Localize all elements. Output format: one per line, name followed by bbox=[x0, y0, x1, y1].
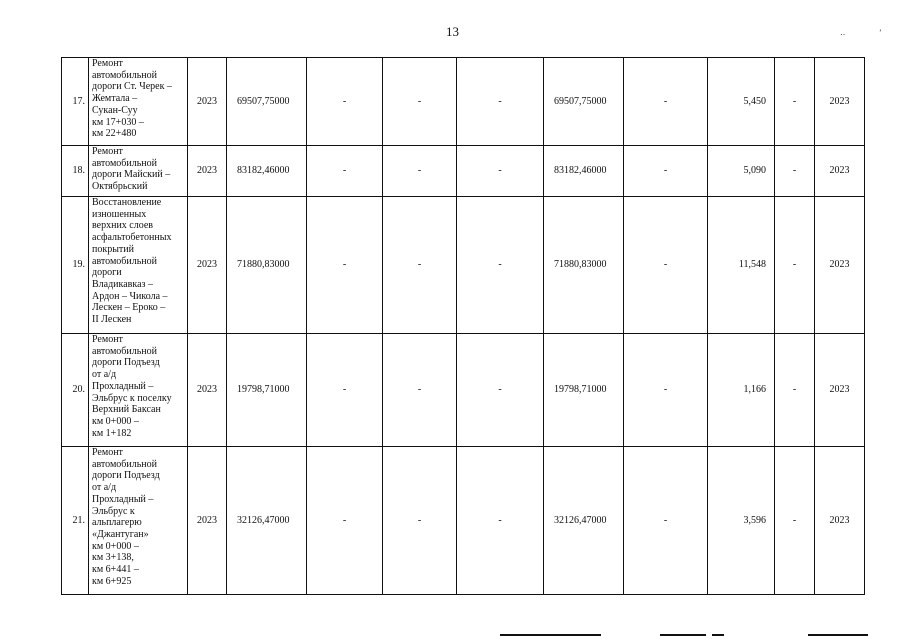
object-name-line: асфальтобетонных bbox=[92, 232, 172, 244]
total-cost-cell: 32126,47000 bbox=[227, 447, 307, 595]
object-name-line: Ардон – Чикола – bbox=[92, 290, 168, 302]
object-name-line: Прохладный – bbox=[92, 380, 154, 392]
empty-cell: - bbox=[307, 197, 383, 334]
empty-cell: - bbox=[775, 146, 815, 197]
row-number: 18. bbox=[62, 146, 89, 197]
object-name-line: Ремонт bbox=[92, 334, 123, 345]
empty-cell: - bbox=[307, 447, 383, 595]
empty-cell: - bbox=[775, 447, 815, 595]
object-name bbox=[89, 447, 188, 595]
end-year-cell: 2023 bbox=[815, 447, 865, 595]
end-year-cell: 2023 bbox=[815, 58, 865, 146]
empty-cell: - bbox=[624, 197, 708, 334]
length-cell: 3,596 bbox=[708, 447, 775, 595]
signature-line bbox=[808, 634, 868, 636]
object-name-line: Сукан-Суу bbox=[92, 104, 138, 116]
object-name-line: Ремонт bbox=[92, 447, 123, 458]
table-row bbox=[62, 447, 865, 595]
page-number: 13 bbox=[446, 24, 459, 39]
object-name-line: Эльбрус к поселку bbox=[92, 392, 172, 404]
empty-cell: - bbox=[457, 447, 544, 595]
object-name-line: км 0+000 – bbox=[92, 540, 139, 552]
object-name-line: автомобильной bbox=[92, 255, 157, 267]
empty-cell: - bbox=[457, 58, 544, 146]
scan-mark: ‥ bbox=[840, 28, 846, 37]
empty-cell: - bbox=[383, 146, 457, 197]
empty-cell: - bbox=[457, 197, 544, 334]
length-cell: 1,166 bbox=[708, 334, 775, 447]
empty-cell: - bbox=[624, 58, 708, 146]
object-name-line: покрытий bbox=[92, 243, 135, 255]
empty-cell: - bbox=[775, 58, 815, 146]
length-cell: 11,548 bbox=[708, 197, 775, 334]
object-name-line: Владикавказ – bbox=[92, 278, 154, 290]
length-cell: 5,450 bbox=[708, 58, 775, 146]
signature-line bbox=[500, 634, 601, 636]
object-name-line: Восстановление bbox=[92, 197, 162, 208]
object-name-line: Верхний Баксан bbox=[92, 404, 161, 416]
object-name-line: км 0+000 – bbox=[92, 415, 139, 427]
object-name bbox=[89, 146, 188, 197]
total-cost-cell: 71880,83000 bbox=[227, 197, 307, 334]
object-name-line: Прохладный – bbox=[92, 493, 154, 505]
empty-cell: - bbox=[624, 334, 708, 447]
object-name-line: км 22+480 bbox=[92, 128, 137, 140]
amount-cell: 32126,47000 bbox=[544, 447, 624, 595]
object-name-line: км 3+138, bbox=[92, 552, 134, 564]
object-name-line: км 6+925 bbox=[92, 575, 132, 587]
object-name bbox=[89, 197, 188, 334]
row-number: 17. bbox=[62, 58, 89, 146]
object-name-line: дороги Подъезд bbox=[92, 470, 160, 482]
empty-cell: - bbox=[624, 146, 708, 197]
end-year-cell: 2023 bbox=[815, 197, 865, 334]
object-name-line: от а/д bbox=[92, 369, 117, 381]
object-name-line: «Джантуган» bbox=[92, 528, 149, 540]
signature-line bbox=[660, 634, 706, 636]
empty-cell: - bbox=[383, 334, 457, 447]
empty-cell: - bbox=[383, 58, 457, 146]
object-name-line: дороги bbox=[92, 267, 122, 279]
empty-cell: - bbox=[624, 447, 708, 595]
amount-cell: 71880,83000 bbox=[544, 197, 624, 334]
row-number: 19. bbox=[62, 197, 89, 334]
object-name-line: Жемтала – bbox=[92, 93, 138, 105]
row-number: 20. bbox=[62, 334, 89, 447]
table-row bbox=[62, 58, 865, 146]
start-year-cell: 2023 bbox=[188, 197, 227, 334]
object-name-line: дороги Майский – bbox=[92, 169, 171, 181]
amount-cell: 19798,71000 bbox=[544, 334, 624, 447]
object-name bbox=[89, 334, 188, 447]
start-year-cell: 2023 bbox=[188, 334, 227, 447]
table-row bbox=[62, 334, 865, 447]
empty-cell: - bbox=[383, 197, 457, 334]
table-row bbox=[62, 146, 865, 197]
empty-cell: - bbox=[457, 334, 544, 447]
start-year-cell: 2023 bbox=[188, 58, 227, 146]
empty-cell: - bbox=[775, 334, 815, 447]
object-name-line: от а/д bbox=[92, 482, 117, 494]
object-name-line: дороги Подъезд bbox=[92, 357, 160, 369]
object-name-line: альплагерю bbox=[92, 517, 142, 529]
object-name-line: изношенных bbox=[92, 208, 147, 220]
object-name-line: Лескен – Ероко – bbox=[92, 302, 166, 314]
object-name-line: Октябрьский bbox=[92, 181, 148, 193]
total-cost-cell: 69507,75000 bbox=[227, 58, 307, 146]
empty-cell: - bbox=[307, 146, 383, 197]
scan-mark: ʼ bbox=[879, 28, 882, 37]
object-name-line: Ремонт bbox=[92, 58, 123, 69]
empty-cell: - bbox=[457, 146, 544, 197]
object-name-line: автомобильной bbox=[92, 458, 157, 470]
object-name-line: км 1+182 bbox=[92, 427, 132, 439]
object-name bbox=[89, 58, 188, 146]
length-cell: 5,090 bbox=[708, 146, 775, 197]
total-cost-cell: 19798,71000 bbox=[227, 334, 307, 447]
table-row bbox=[62, 197, 865, 334]
signature-line bbox=[712, 634, 724, 636]
start-year-cell: 2023 bbox=[188, 146, 227, 197]
object-name-line: Ремонт bbox=[92, 146, 123, 157]
empty-cell: - bbox=[307, 334, 383, 447]
object-name-line: II Лескен bbox=[92, 314, 132, 326]
total-cost-cell: 83182,46000 bbox=[227, 146, 307, 197]
start-year-cell: 2023 bbox=[188, 447, 227, 595]
object-name-line: км 17+030 – bbox=[92, 116, 144, 128]
object-name-line: автомобильной bbox=[92, 157, 157, 169]
object-name-line: Эльбрус к bbox=[92, 505, 135, 517]
amount-cell: 83182,46000 bbox=[544, 146, 624, 197]
amount-cell: 69507,75000 bbox=[544, 58, 624, 146]
end-year-cell: 2023 bbox=[815, 334, 865, 447]
empty-cell: - bbox=[383, 447, 457, 595]
empty-cell: - bbox=[307, 58, 383, 146]
object-name-line: км 6+441 – bbox=[92, 564, 139, 576]
object-name-line: автомобильной bbox=[92, 69, 157, 81]
object-name-line: верхних слоев bbox=[92, 220, 154, 232]
empty-cell: - bbox=[775, 197, 815, 334]
road-repair-table bbox=[61, 57, 865, 595]
object-name-line: дороги Ст. Черек – bbox=[92, 81, 172, 93]
end-year-cell: 2023 bbox=[815, 146, 865, 197]
object-name-line: автомобильной bbox=[92, 345, 157, 357]
row-number: 21. bbox=[62, 447, 89, 595]
